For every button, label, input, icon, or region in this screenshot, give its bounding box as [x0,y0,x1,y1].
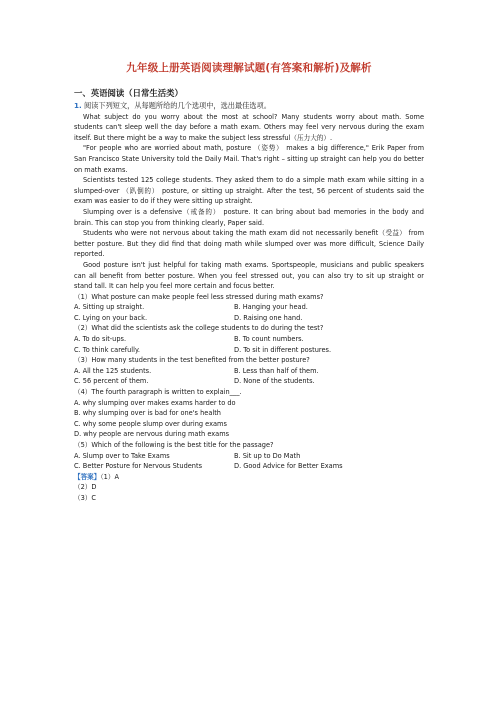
option-d: D. None of the students. [234,377,315,386]
question-5-block [74,440,424,472]
question-3-block [74,355,424,387]
option-d: D. To sit in different postures. [234,345,332,354]
question-2-block [74,323,424,355]
answer-line-3: （3）C [74,493,96,502]
document-page [74,60,424,504]
answer-line-2: （2）D [74,483,97,492]
document-title: 九年级上册英语阅读理解试题(有答案和解析)及解析 [126,62,372,74]
option-a: A. Sitting up straight. [74,303,145,312]
option-row [74,345,424,356]
option-a: A. To do sit-ups. [74,335,127,344]
option-b: B. To count numbers. [234,335,304,344]
passage-paragraph-5: Students who were not nervous about taking the math exam did not necessarily benefit（受益） from better posture. But they did find that doing math while slumped over was more difficult, Science Daily reported. [74,229,424,259]
option-a: A. All the 125 students. [74,366,152,375]
answer-value: （1）A [100,472,119,481]
option-b: B. Less than half of them. [234,366,319,375]
option-d: D. Raising one hand. [234,313,303,322]
option-row [74,366,424,377]
answer-line-1 [74,472,424,483]
option-b: B. Hanging your head. [234,303,308,312]
option-row [74,451,424,462]
option-d: D. why people are nervous during math exams [74,430,230,439]
question-stem: （1）What posture can make people feel less stressed during math exams? [74,292,324,301]
question-stem: （2）What did the scientists ask the college students to do during the test? [74,324,324,333]
option-a: A. why slumping over makes exams harder to do [74,398,236,407]
option-row [74,461,424,472]
option-b: B. why slumping over is bad for one's health [74,409,221,418]
option-d: D. Good Advice for Better Exams [234,462,343,471]
option-row [74,313,424,324]
option-row [74,334,424,345]
option-a: A. Slump over to Take Exams [74,451,170,460]
option-c: C. To think carefully. [74,345,141,354]
option-c: C. Better Posture for Nervous Students [74,462,203,471]
question-number: 1. [74,101,82,110]
option-c: C. Lying on your back. [74,313,148,322]
option-b: B. Sit up to Do Math [234,451,301,460]
passage-paragraph-2: "For people who are worried about math, posture （姿势） makes a big difference," Erik Paper from San Francisco State University told the Daily Mail. That's right – sitting up straight can help you do better on math exams. [74,144,424,174]
question-stem: （5）Which of the following is the best title for the passage? [74,441,274,449]
passage-paragraph-3: Scientists tested 125 college students. They asked them to do a simple math exam while sitting in a slumped-over （趴倒的） posture, or sitting up straight. After the test, 56 percent of students said the exam was easier to do if they were sitting up straight. [74,176,424,206]
question-1-block [74,292,424,324]
question-stem: （3）How many students in the test benefited from the better posture? [74,356,310,365]
section-heading: 一、英语阅读（日常生活类） [74,88,183,98]
answer-tag: 【答案】 [74,472,101,481]
option-c: C. 56 percent of them. [74,377,149,386]
option-c: C. why some people slump over during exams [74,419,227,428]
passage-paragraph-4: Slumping over is a defensive（戒备的） posture. It can bring about bad memories in the body and brain. This can stop you from thinking clearly, Paper said. [74,207,424,227]
answer-block [74,472,424,504]
passage-paragraph-1: What subject do you worry about the most at school? Many students worry about math. Some students can't sleep well the day before a math exam. Others may feel very nervous during the exam itself. But there might be a way to make the subject less stressful（压力大的）. [74,112,424,142]
option-row [74,302,424,313]
question-instruction [74,101,424,112]
question-4-block [74,387,424,440]
instruction-text: 阅读下列短文，从每题所给的几个选项中，选出最佳选项。 [84,101,271,110]
passage-paragraph-6: Good posture isn't just helpful for taking math exams. Sportspeople, musicians and public speakers can all benefit from better posture. When you feel stressed out, you can also try to sit up straight or stand tall. It can help you feel more certain and focus better. [74,260,424,291]
option-row [74,376,424,387]
passage [74,112,424,292]
question-stem: （4）The fourth paragraph is written to explain___. [74,388,242,397]
